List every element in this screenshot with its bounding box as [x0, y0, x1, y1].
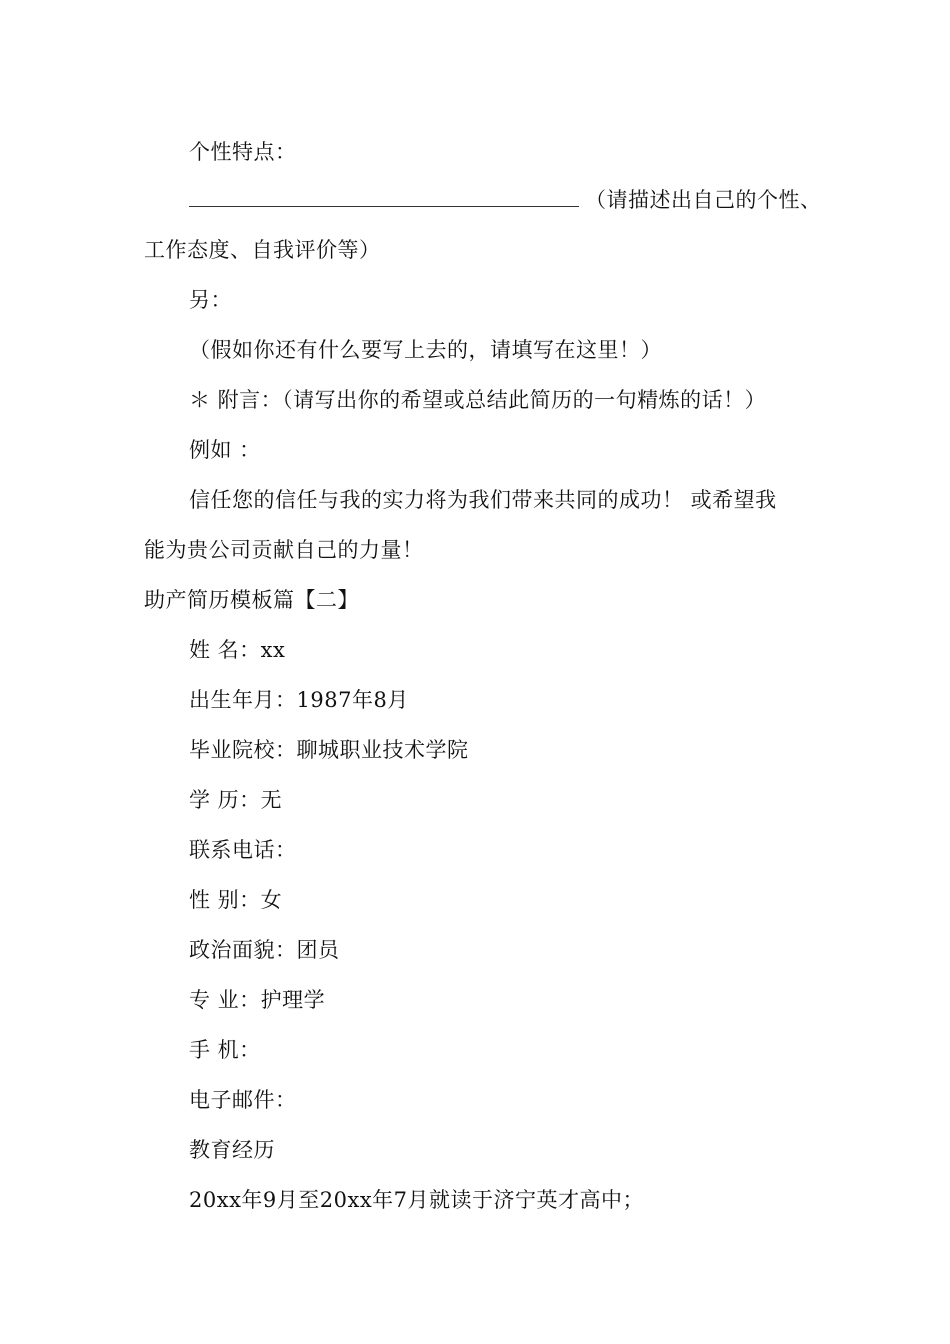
example-text-line1: 信任您的信任与我的实力将为我们带来共同的成功！ 或希望我: [189, 488, 777, 512]
appendix-note: ＊ 附言：（请写出你的希望或总结此简历的一句精炼的话！）: [189, 388, 767, 412]
personality-hint-continued: 工作态度、自我评价等）: [144, 238, 381, 262]
personality-hint: （请描述出自己的个性、: [585, 188, 822, 212]
personality-input-row: [189, 186, 822, 214]
field-major: 专 业：护理学: [189, 988, 326, 1012]
field-name: 姓 名：xx: [189, 638, 286, 662]
education-item: 20xx年9月至20xx年7月就读于济宁英才高中；: [189, 1188, 645, 1212]
other-hint: （假如你还有什么要写上去的，请填写在这里！）: [189, 338, 662, 362]
field-political-status: 政治面貌：团员: [189, 938, 340, 962]
field-degree: 学 历：无: [189, 788, 283, 812]
fill-in-blank-line: [189, 205, 579, 207]
example-label: 例如 ：: [189, 438, 261, 462]
field-phone: 联系电话：: [189, 838, 297, 862]
section-heading: 助产简历模板篇【二】: [144, 588, 359, 612]
education-heading: 教育经历: [189, 1138, 275, 1162]
other-label: 另：: [189, 288, 232, 312]
personality-label: 个性特点：: [189, 140, 297, 164]
field-gender: 性 别：女: [189, 888, 283, 912]
field-mobile: 手 机：: [189, 1038, 261, 1062]
field-email: 电子邮件：: [189, 1088, 297, 1112]
field-birth: 出生年月：1987年8月: [189, 688, 409, 712]
field-school: 毕业院校：聊城职业技术学院: [189, 738, 469, 762]
example-text-line2: 能为贵公司贡献自己的力量！: [144, 538, 424, 562]
